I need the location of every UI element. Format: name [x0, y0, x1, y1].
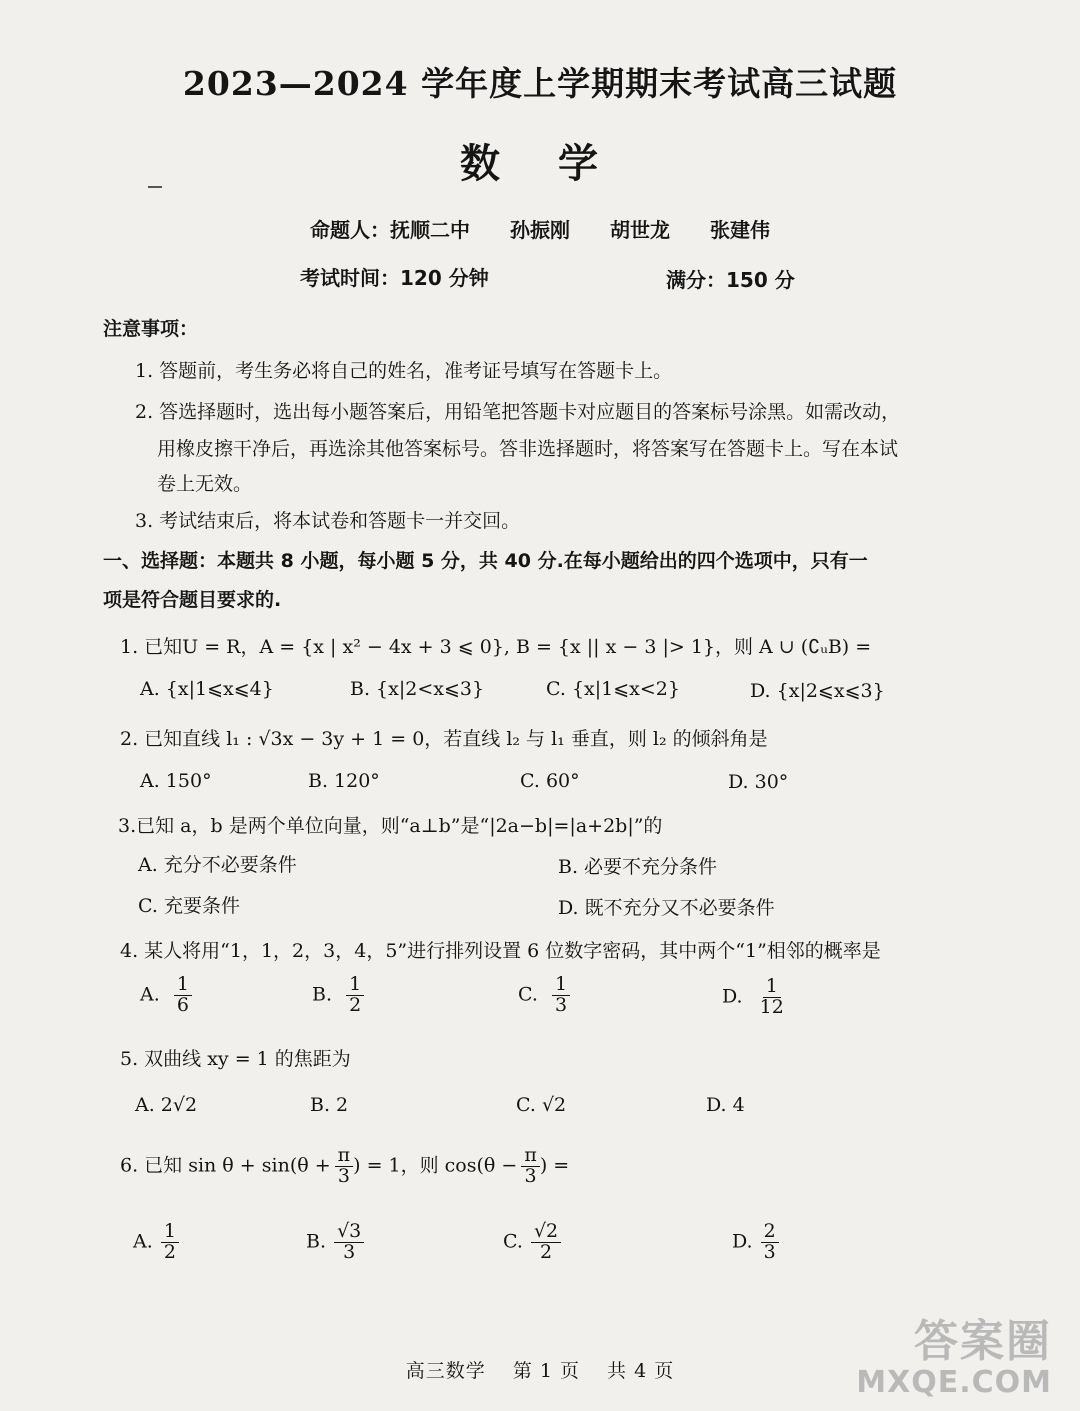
fraction: [174, 975, 192, 1016]
subject-title: 数 学: [460, 140, 620, 187]
question-5-option-a: A. 2√2: [135, 1094, 198, 1116]
question-4-option-b: [312, 975, 364, 1016]
numerator: π: [521, 1146, 540, 1167]
question-6-option-a: [133, 1222, 179, 1263]
note-item-2-line-1: 2. 答选择题时，选出每小题答案后，用铅笔把答题卡对应题目的答案标号涂黑。如需改动，: [135, 401, 901, 423]
exam-time: 考试时间：120 分钟: [300, 266, 489, 290]
question-6-option-d: [732, 1222, 779, 1263]
question-5-option-b: B. 2: [310, 1094, 349, 1116]
question-2-option-a: A. 150°: [140, 770, 212, 792]
watermark-url: MXQE.COM: [856, 1365, 1052, 1400]
numerator: 1: [161, 1222, 179, 1243]
question-3-option-b: B. 必要不充分条件: [558, 856, 718, 878]
question-4-option-c: [518, 975, 570, 1016]
question-3-stem: 3.已知 a，b 是两个单位向量，则“a⊥b”是“|2a−b|=|a+2b|”的: [118, 815, 663, 837]
option-label: D.: [732, 1230, 753, 1253]
fraction: [757, 977, 787, 1018]
fraction: [335, 1146, 354, 1187]
stem-text: ) =: [539, 1154, 570, 1177]
question-1-option-c: C. {x|1⩽x<2}: [546, 678, 680, 700]
question-3-option-a: A. 充分不必要条件: [138, 854, 297, 876]
denominator: 2: [163, 1240, 176, 1263]
question-3-option-c: C. 充要条件: [138, 895, 240, 917]
question-1-option-a: A. {x|1⩽x⩽4}: [140, 678, 274, 700]
question-3-option-d: D. 既不充分又不必要条件: [558, 897, 775, 919]
fraction: [334, 1222, 364, 1263]
denominator: 3: [524, 1164, 537, 1187]
stray-mark: [148, 186, 162, 188]
section-heading-line-1: 一、选择题：本题共 8 小题，每小题 5 分，共 40 分.在每小题给出的四个选项中，只有一: [103, 550, 868, 572]
fraction: [346, 975, 364, 1016]
numerator: 1: [763, 977, 781, 998]
question-6-option-c: [503, 1222, 561, 1263]
stem-text: ) = 1，则 cos(θ −: [353, 1154, 518, 1177]
denominator: 2: [540, 1240, 553, 1263]
option-label: C.: [503, 1230, 523, 1253]
note-item-3: 3. 考试结束后，将本试卷和答题卡一并交回。: [135, 510, 521, 532]
question-6-option-b: [306, 1222, 364, 1263]
denominator: 3: [554, 993, 568, 1016]
stem-text: 6. 已知 sin θ + sin(θ +: [120, 1154, 331, 1177]
question-6-stem: [120, 1146, 569, 1187]
exam-title: 2023—2024 学年度上学期期末考试高三试题: [182, 64, 898, 103]
denominator: 3: [343, 1240, 356, 1263]
page-footer: 高三数学 第 1 页 共 4 页: [405, 1360, 675, 1382]
question-5-option-d: D. 4: [706, 1094, 745, 1116]
numerator: 2: [761, 1222, 779, 1243]
fraction: [161, 1222, 179, 1263]
question-5-stem: 5. 双曲线 xy = 1 的焦距为: [120, 1048, 351, 1070]
option-label: B.: [312, 983, 333, 1006]
question-2-option-c: C. 60°: [520, 770, 580, 792]
section-heading-line-2: 项是符合题目要求的.: [103, 589, 282, 611]
denominator: 12: [759, 995, 784, 1018]
note-item-2-line-2: 用橡皮擦干净后，再选涂其他答案标号。答非选择题时，将答案写在答题卡上。写在本试: [157, 438, 899, 460]
numerator: √3: [334, 1222, 364, 1243]
option-label: A.: [140, 983, 160, 1006]
watermark-logo-text: 答案圈: [914, 1316, 1052, 1367]
question-4-stem: 4. 某人将用“1，1，2，3，4，5”进行排列设置 6 位数字密码，其中两个“1”相邻的概率是: [120, 940, 881, 962]
question-2-option-d: D. 30°: [728, 771, 789, 793]
numerator: π: [335, 1146, 354, 1167]
authors-line: 命题人：抚顺二中 孙振刚 胡世龙 张建伟: [310, 218, 770, 242]
option-label: C.: [518, 983, 538, 1006]
denominator: 2: [349, 993, 362, 1016]
denominator: 3: [763, 1240, 776, 1263]
denominator: 3: [337, 1164, 350, 1187]
site-watermark: [856, 1318, 1052, 1400]
question-5-option-c: C. √2: [516, 1094, 567, 1116]
question-2-stem: 2. 已知直线 l₁ : √3x − 3y + 1 = 0，若直线 l₂ 与 l₁ 垂直，则 l₂ 的倾斜角是: [120, 728, 768, 750]
question-2-option-b: B. 120°: [308, 770, 380, 792]
numerator: 1: [552, 975, 570, 996]
fraction: [761, 1222, 779, 1263]
question-4-option-a: [140, 975, 192, 1016]
option-label: D.: [722, 985, 743, 1008]
option-label: A.: [133, 1230, 153, 1253]
question-1-option-b: B. {x|2<x⩽3}: [350, 678, 485, 700]
note-item-2-line-3: 卷上无效。: [157, 473, 253, 495]
fraction: [552, 975, 570, 1016]
numerator: √2: [531, 1222, 561, 1243]
fraction: [521, 1146, 540, 1187]
full-score: 满分：150 分: [666, 268, 795, 292]
question-1-stem: 1. 已知U = R，A = {x | x² − 4x + 3 ⩽ 0}, B = {x || x − 3 |> 1}，则 A ∪ (∁ᵤB) =: [120, 636, 872, 658]
fraction: [531, 1222, 561, 1263]
question-1-option-d: D. {x|2⩽x⩽3}: [750, 680, 885, 702]
numerator: 1: [346, 975, 364, 996]
notes-heading: 注意事项：: [103, 318, 199, 340]
numerator: 1: [174, 975, 192, 996]
question-4-option-d: [722, 977, 787, 1018]
note-item-1: 1. 答题前，考生务必将自己的姓名，准考证号填写在答题卡上。: [135, 360, 673, 382]
option-label: B.: [306, 1230, 327, 1253]
denominator: 6: [176, 993, 189, 1016]
